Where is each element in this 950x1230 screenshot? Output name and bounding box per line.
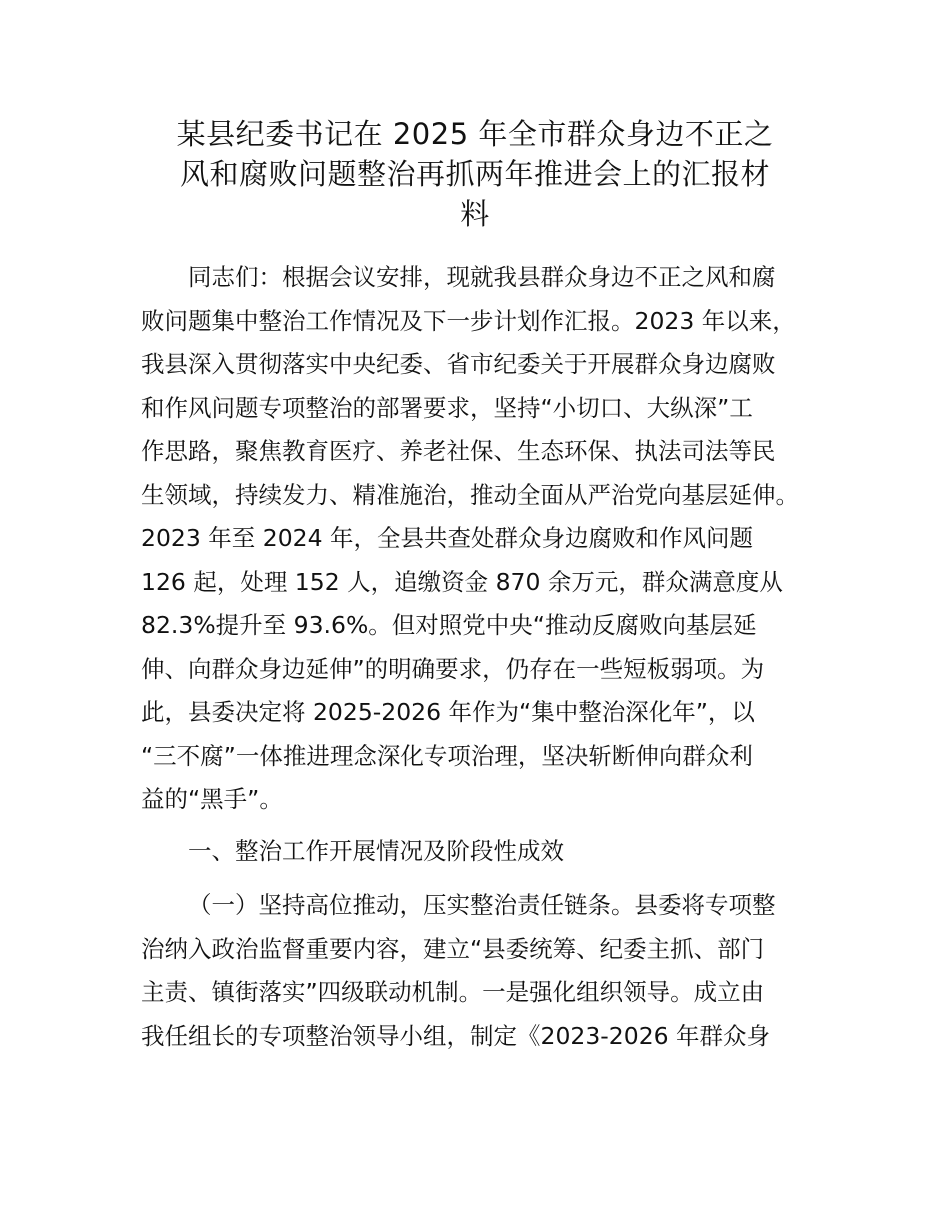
title-line: 风和腐败问题整治再抓两年推进会上的汇报材 bbox=[179, 157, 770, 191]
title-line: 某县纪委书记在 2025 年全市群众身边不正之 bbox=[176, 117, 774, 151]
subsection-paragraph bbox=[141, 884, 831, 1058]
paragraph-line: 和作风问题专项整治的部署要求，坚持“小切口、大纵深”工 bbox=[141, 393, 753, 422]
title-line: 料 bbox=[460, 197, 490, 231]
paragraph-line: “三不腐”一体推进理念深化专项治理，坚决斩断伸向群众利 bbox=[141, 741, 753, 770]
section-heading-text: 一、整治工作开展情况及阶段性成效 bbox=[188, 837, 564, 865]
paragraph-line: 我任组长的专项整治领导小组，制定《2023-2026 年群众身 bbox=[141, 1021, 771, 1050]
paragraph-line: 生领域，持续发力、精准施治，推动全面从严治党向基层延伸。 bbox=[141, 480, 799, 509]
document-title bbox=[120, 114, 830, 234]
paragraph-line: 126 起，处理 152 人，追缴资金 870 余万元，群众满意度从 bbox=[141, 567, 783, 596]
paragraph-line: 主责、镇街落实”四级联动机制。一是强化组织领导。成立由 bbox=[141, 978, 765, 1006]
paragraph-line: 作思路，聚焦教育医疗、养老社保、生态环保、执法司法等民 bbox=[141, 437, 776, 465]
section-heading bbox=[141, 830, 831, 874]
paragraph-line: 82.3%提升至 93.6%。但对照党中央“推动反腐败向基层延 bbox=[141, 611, 757, 639]
paragraph-line: 益的“黑手”。 bbox=[141, 785, 283, 813]
paragraph-line: （一）坚持高位推动，压实整治责任链条。县委将专项整 bbox=[188, 891, 776, 919]
paragraph-line: 我县深入贯彻落实中央纪委、省市纪委关于开展群众身边腐败 bbox=[141, 350, 776, 378]
paragraph-line: 败问题集中整治工作情况及下一步计划作汇报。2023 年以来， bbox=[141, 306, 796, 335]
paragraph-line: 同志们：根据会议安排，现就我县群众身边不正之风和腐 bbox=[188, 263, 776, 291]
paragraph-line: 治纳入政治监督重要内容，建立“县委统筹、纪委主抓、部门 bbox=[141, 934, 765, 963]
paragraph-line: 2023 年至 2024 年，全县共查处群众身边腐败和作风问题 bbox=[141, 524, 754, 552]
intro-paragraph bbox=[141, 256, 831, 822]
paragraph-line: 此，县委决定将 2025-2026 年作为“集中整治深化年”，以 bbox=[141, 698, 755, 726]
paragraph-line: 伸、向群众身边延伸”的明确要求，仍存在一些短板弱项。为 bbox=[141, 654, 765, 683]
